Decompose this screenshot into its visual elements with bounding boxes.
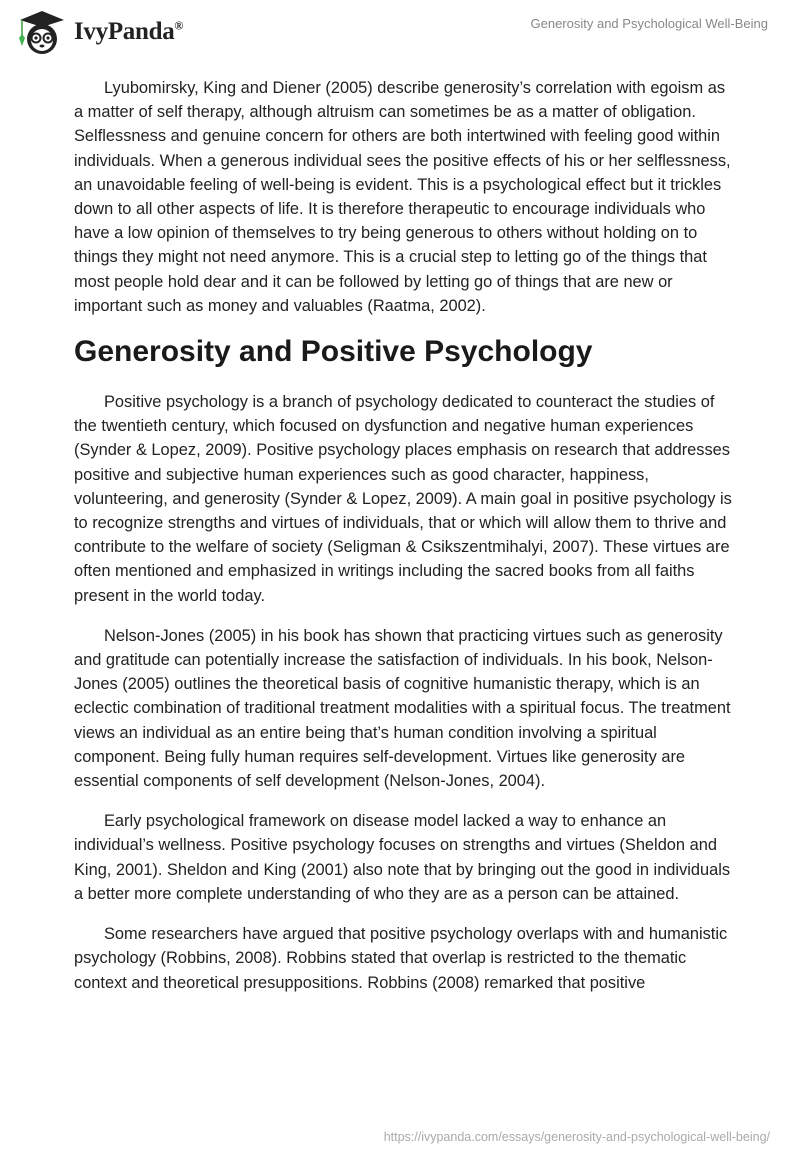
ivypanda-logo[interactable] — [12, 8, 183, 56]
registered-mark: ® — [174, 18, 184, 33]
source-url[interactable]: https://ivypanda.com/essays/generosity-and-psychological-well-being/ — [383, 1130, 770, 1144]
paragraph: Positive psychology is a branch of psychology dedicated to counteract the studies of the twentieth century, which focused on dysfunction and negative human experiences (Synder & Lopez, 2009). Positive psychology places emphasis on research that addresses positive and subjective human experiences such as good character, happiness, volunteering, and generosity (Synder & Lopez, 2009). A main goal in positive psychology is to recognize strengths and virtues of individuals, that or which will allow them to thrive and contribute to the welfare of society (Seligman & Csikszentmihalyi, 2007). These virtues are often mentioned and emphasized in writings including the sacred books from all faiths present in the world today. — [74, 393, 732, 605]
section-heading: Generosity and Positive Psychology — [74, 335, 593, 369]
brand-name — [74, 18, 183, 46]
document-title: Generosity and Psychological Well-Being — [530, 16, 768, 31]
brand-text: IvyPanda — [74, 18, 175, 45]
panda-graduate-icon — [12, 8, 72, 56]
paragraph: Nelson-Jones (2005) in his book has shown that practicing virtues such as generosity and gratitude can potentially increase the satisfaction of individuals. In his book, Nelson-Jones (2005) outlines the theoretical basis of cognitive humanistic therapy, which is an eclectic combination of traditional treatment modalities with a spiritual focus. The treatment views an individual as an entire being that’s human condition involving a spiritual component. Being fully human requires self-development. Virtues like generosity are essential components of self development (Nelson-Jones, 2004). — [74, 626, 731, 791]
paragraph: Early psychological framework on disease model lacked a way to enhance an individual’s wellness. Positive psychology focuses on strengths and virtues (Sheldon and King, 2001). Sheldon and King (2001) also note that by bringing out the good in individuals a better more complete understanding of who they are as a person can be attained. — [74, 812, 731, 903]
paragraph: Some researchers have argued that positive psychology overlaps with and humanistic psychology (Robbins, 2008). Robbins stated that overlap is restricted to the thematic context and theoretical presuppositions. Robbins (2008) remarked that positive — [74, 925, 728, 992]
essay-content — [74, 76, 736, 1011]
paragraph: Lyubomirsky, King and Diener (2005) describe generosity’s correlation with egoism as a matter of self therapy, although altruism can sometimes be as a matter of obligation. Selflessness and genuine concern for others are both intertwined with feeling good within individuals. When a generous individual sees the positive effects of his or her selflessness, an unavoidable feeling of well-being is evident. This is a psychological effect but it trickles down to all other aspects of life. It is therefore therapeutic to encourage individuals who have a low opinion of themselves to try being generous to others without holding on to things they might not need anymore. This is a crucial step to letting go of the things that most people hold dear and it can be followed by letting go of things that are new or important such as money and valuables (Raatma, 2002). — [74, 79, 731, 315]
